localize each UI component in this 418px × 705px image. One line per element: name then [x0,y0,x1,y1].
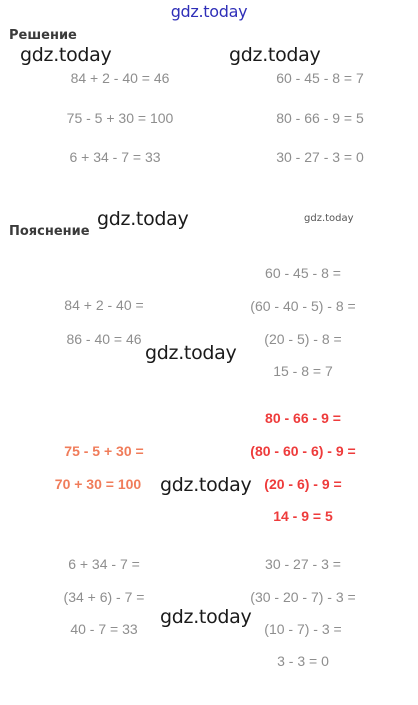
explanation-step: 60 - 45 - 8 = [265,265,341,281]
explanation-step: 40 - 7 = 33 [70,621,138,637]
explanation-step: (30 - 20 - 7) - 3 = [250,589,356,605]
solution-title: Решение [9,28,77,43]
explanation-step: 30 - 27 - 3 = [265,556,341,572]
explanation-step: (80 - 60 - 6) - 9 = [250,443,356,459]
explanation-step: (20 - 6) - 9 = [264,476,342,492]
explanation-step: (60 - 40 - 5) - 8 = [250,298,356,314]
watermark: gdz.today [160,474,252,496]
explanation-step: 3 - 3 = 0 [277,653,329,669]
explanation-step: (10 - 7) - 3 = [264,621,342,637]
explanation-step: 84 + 2 - 40 = [64,297,144,313]
explanation-step: 14 - 9 = 5 [273,508,333,524]
explanation-step: (34 + 6) - 7 = [63,589,145,605]
explanation-step: 80 - 66 - 9 = [265,410,341,426]
solution-equation: 75 - 5 + 30 = 100 [66,110,174,126]
solution-equation: 80 - 66 - 9 = 5 [276,110,364,126]
explanation-title: Пояснение [9,224,90,239]
watermark: gdz.today [229,44,321,66]
explanation-step: 6 + 34 - 7 = [68,556,140,572]
site-logo[interactable]: gdz.today [170,2,248,21]
solution-equation: 60 - 45 - 8 = 7 [276,70,364,86]
watermark: gdz.today [97,208,189,230]
solution-equation: 84 + 2 - 40 = 46 [70,70,170,86]
explanation-step: 70 + 30 = 100 [54,476,142,492]
explanation-step: 15 - 8 = 7 [273,363,333,379]
solution-equation: 6 + 34 - 7 = 33 [69,149,161,165]
watermark: gdz.today [20,44,112,66]
watermark-small: gdz.today [304,213,354,224]
explanation-step: 75 - 5 + 30 = [64,443,144,459]
watermark: gdz.today [160,606,252,628]
watermark: gdz.today [145,342,237,364]
explanation-step: 86 - 40 = 46 [66,331,142,347]
solution-equation: 30 - 27 - 3 = 0 [276,149,364,165]
explanation-step: (20 - 5) - 8 = [264,331,342,347]
